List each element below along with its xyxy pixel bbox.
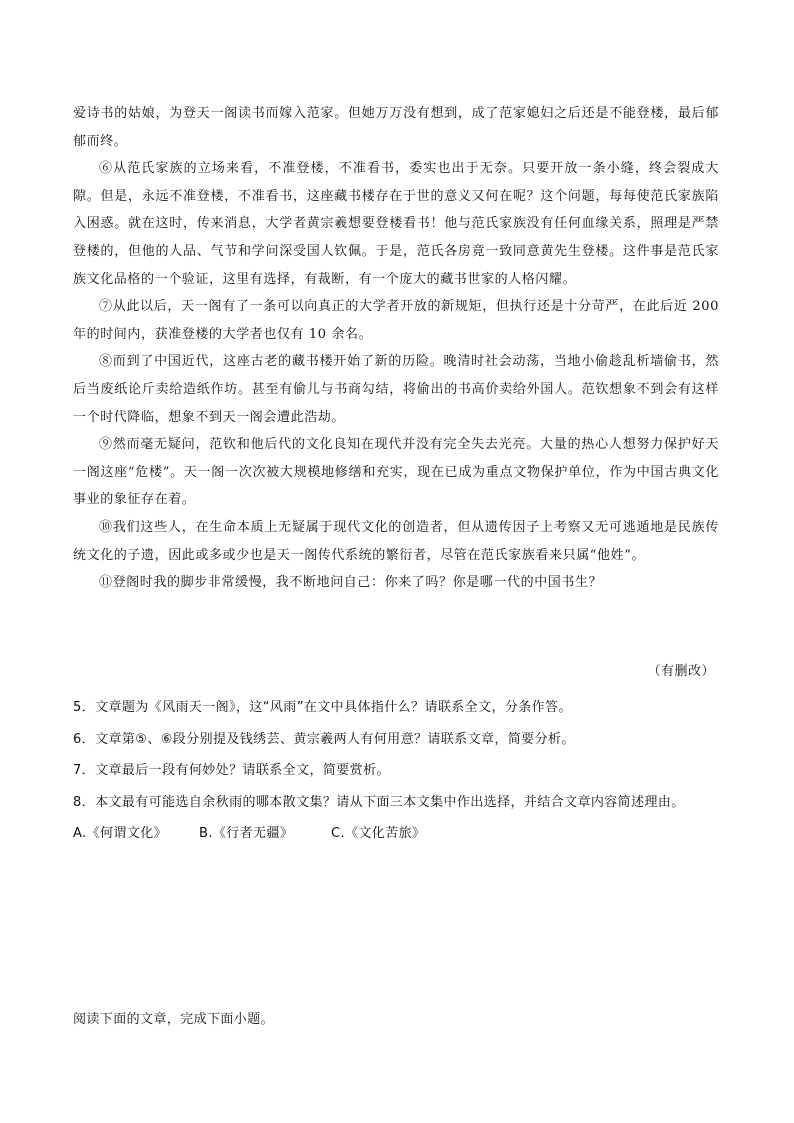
question-6: 6．文章第⑤、⑥段分别提及钱绣芸、黄宗羲两人有何用意？请联系文章，简要分析。 (73, 731, 575, 747)
question-5: 5．文章题为《风雨天一阁》，这“风雨”在文中具体指什么？请联系全文，分条作答。 (73, 700, 572, 715)
question-7: 7．文章最后一段有何妙处？请联系全文，简要赏析。 (73, 763, 390, 778)
question-8: 8．本文最有可能选自余秋雨的哪本散文集？请从下面三本文集中作出选择，并结合文章内容简述理由。 (73, 794, 685, 810)
passage-paragraph-continuation: 爱诗书的姑娘，为登天一阁读书而嫁入范家。但她万万没有想到，成了范家媳妇之后还是不能登楼，最后郁郁而终。 (73, 106, 719, 149)
question-list (73, 692, 733, 850)
option-a: A.《何谓文化》 (73, 826, 167, 841)
option-b: B.《行者无疆》 (199, 826, 294, 841)
passage-paragraph-7: ⑦从此以后，天一阁有了一条可以向真正的大学者开放的新规矩，但执行还是十分苛严，在此后近 200年的时间内，获准登楼的大学者也仅有 10 余名。 (73, 299, 719, 342)
passage-paragraph-6: ⑥从范氏家族的立场来看，不准登楼，不准看书，委实也出于无奈。只要开放一条小缝，终会裂成大隙。但是，永远不准登楼，不准看书，这座藏书楼存在于世的意义又何在呢？这个问题，每每使范氏家族陷入困惑。就在这时，传来消息，大学者黄宗羲想要登楼看书！他与范氏家族没有任何血缘关系，照理是严禁登楼的，但他的人品、气节和学问深受国人钦佩。于是，范氏各房竟一致同意黄先生登楼。这件事是范氏家族文化品格的一个验证，这里有选择，有裁断，有一个庞大的藏书世家的人格闪耀。 (73, 161, 719, 287)
passage-paragraph-11: ⑪登阁时我的脚步非常缓慢，我不断地问自己：你来了吗？你是哪一代的中国书生？ (99, 575, 603, 591)
question-8-options (73, 818, 733, 850)
passage-paragraph-10: ⑩我们这些人，在生命本质上无疑属于现代文化的创造者，但从遗传因子上考察又无可逃遁地是民族传统文化的子遗，因此或多或少也是天一阁传代系统的繁衍者，尽管在范氏家族看来只属“他姓”。 (73, 519, 719, 563)
option-c: C.《文化苦旅》 (331, 826, 426, 841)
passage-paragraph-8: ⑧而到了中国近代，这座古老的藏书楼开始了新的历险。晚清时社会动荡，当地小偷趁乱析墙偷书，然后当废纸论斤卖给造纸作坊。甚至有偷儿与书商勾结，将偷出的书高价卖给外国人。范钦想象不到会有这样一个时代降临，想象不到天一阁会遭此浩劫。 (73, 354, 719, 425)
next-section-intro: 阅读下面的文章，完成下面小题。 (73, 1012, 275, 1027)
reading-passage (73, 100, 719, 597)
source-note: （有删改） (647, 664, 715, 679)
passage-paragraph-9: ⑨然而毫无疑问，范钦和他后代的文化良知在现代并没有完全失去光亮。大量的热心人想努力保护好天一阁这座“危楼”。天一阁一次次被大规模地修缮和充实，现在已成为重点文物保护单位，作为中国古典文化事业的象征存在着。 (73, 437, 719, 508)
